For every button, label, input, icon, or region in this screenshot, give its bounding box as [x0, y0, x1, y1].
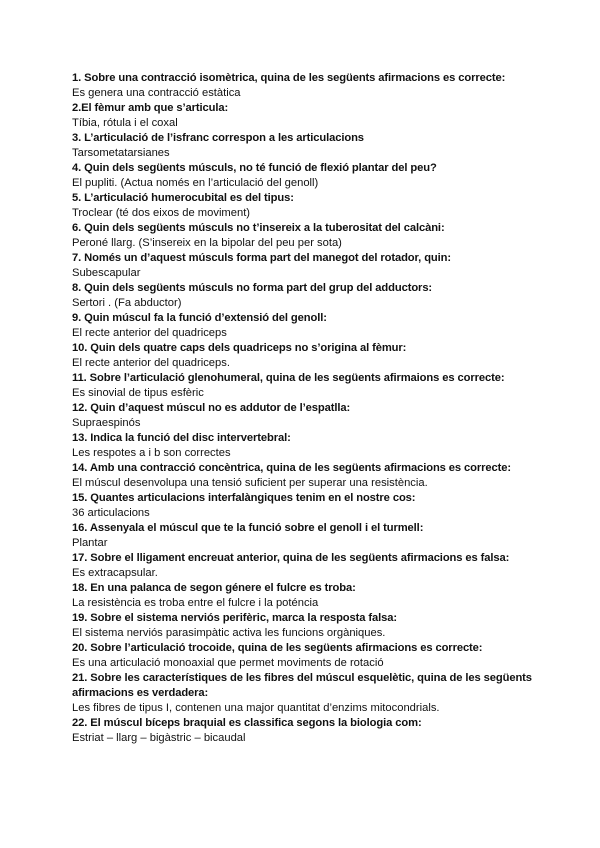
answer-text: Troclear (té dos eixos de moviment) — [72, 207, 251, 219]
question-item — [72, 641, 532, 671]
answer-text: Peroné llarg. (S’insereix en la bipolar del peu per sota) — [72, 237, 342, 249]
question-text: 7. Només un d’aquest músculs forma part del manegot del rotador, quin: — [72, 252, 452, 264]
answer-text: El recte anterior del quadriceps. — [72, 357, 230, 369]
question-text: 2.El fèmur amb que s’articula: — [72, 102, 229, 114]
answer-text: Subescapular — [72, 267, 141, 279]
question-item — [72, 281, 532, 311]
question-item — [72, 131, 532, 161]
question-text: 5. L’articulació humerocubital es del tipus: — [72, 192, 294, 204]
question-item — [72, 491, 532, 521]
question-item — [72, 371, 532, 401]
answer-text: El sistema nerviós parasimpàtic activa les funcions orgàniques. — [72, 627, 386, 639]
question-text: 9. Quin múscul fa la funció d’extensió del genoll: — [72, 312, 327, 324]
question-text: 22. El múscul bíceps braquial es classifica segons la biologia com: — [72, 717, 422, 729]
answer-text: Tarsometatarsianes — [72, 147, 170, 159]
answer-text: Les fibres de tipus I, contenen una major quantitat d’enzims mitocondrials. — [72, 702, 440, 714]
question-item — [72, 191, 532, 221]
question-text: 13. Indica la funció del disc intervertebral: — [72, 432, 291, 444]
question-text: 3. L’articulació de l’isfranc correspon a les articulacions — [72, 132, 364, 144]
answer-text: Sertori . (Fa abductor) — [72, 297, 182, 309]
question-item — [72, 611, 532, 641]
question-item — [72, 341, 532, 371]
answer-text: La resistència es troba entre el fulcre i la poténcia — [72, 597, 319, 609]
answer-text: Es una articulació monoaxial que permet moviments de rotació — [72, 657, 384, 669]
question-text: 4. Quin dels següents músculs, no té funció de flexió plantar del peu? — [72, 162, 437, 174]
answer-text: El pupliti. (Actua només en l’articulació del genoll) — [72, 177, 319, 189]
answer-text: Plantar — [72, 537, 108, 549]
question-text: 21. Sobre les característiques de les fibres del múscul esquelètic, quina de les següents afirmacions es verdadera: — [72, 672, 532, 699]
question-item — [72, 101, 532, 131]
question-text: 20. Sobre l’articulació trocoide, quina de les següents afirmacions es correcte: — [72, 642, 483, 654]
question-item — [72, 461, 532, 491]
answer-text: 36 articulacions — [72, 507, 150, 519]
answer-text: Estriat – llarg – bigàstric – bicaudal — [72, 732, 246, 744]
answer-text: Tíbia, rótula i el coxal — [72, 117, 178, 129]
question-item — [72, 221, 532, 251]
question-item — [72, 521, 532, 551]
question-text: 12. Quin d’aquest múscul no es addutor de l’espatlla: — [72, 402, 351, 414]
question-item — [72, 71, 532, 101]
answer-text: Supraespinós — [72, 417, 141, 429]
question-text: 14. Amb una contracció concèntrica, quina de les següents afirmacions es correcte: — [72, 462, 512, 474]
question-item — [72, 401, 532, 431]
question-item — [72, 551, 532, 581]
answer-text: Es extracapsular. — [72, 567, 158, 579]
question-item — [72, 581, 532, 611]
question-text: 15. Quantes articulacions interfalàngiques tenim en el nostre cos: — [72, 492, 416, 504]
question-list — [72, 71, 532, 746]
question-item — [72, 671, 532, 716]
question-text: 10. Quin dels quatre caps dels quadriceps no s’origina al fèmur: — [72, 342, 407, 354]
question-item — [72, 716, 532, 746]
question-text: 6. Quin dels següents músculs no t’insereix a la tuberositat del calcàni: — [72, 222, 445, 234]
question-item — [72, 251, 532, 281]
question-item — [72, 311, 532, 341]
answer-text: Es sinovial de tipus esfèric — [72, 387, 204, 399]
question-text: 18. En una palanca de segon génere el fulcre es troba: — [72, 582, 356, 594]
answer-text: El recte anterior del quadriceps — [72, 327, 227, 339]
question-text: 17. Sobre el lligament encreuat anterior, quina de les següents afirmacions es falsa: — [72, 552, 510, 564]
question-text: 1. Sobre una contracció isomètrica, quina de les següents afirmacions es correcte: — [72, 72, 506, 84]
question-item — [72, 161, 532, 191]
question-text: 19. Sobre el sistema nerviós perifèric, marca la resposta falsa: — [72, 612, 398, 624]
question-text: 8. Quin dels següents músculs no forma part del grup del adductors: — [72, 282, 433, 294]
answer-text: Les respotes a i b son correctes — [72, 447, 231, 459]
answer-text: El múscul desenvolupa una tensió suficient per superar una resistència. — [72, 477, 428, 489]
question-text: 16. Assenyala el múscul que te la funció sobre el genoll i el turmell: — [72, 522, 424, 534]
question-text: 11. Sobre l’articulació glenohumeral, quina de les següents afirmaions es correcte: — [72, 372, 505, 384]
answer-text: Es genera una contracció estàtica — [72, 87, 241, 99]
question-item — [72, 431, 532, 461]
